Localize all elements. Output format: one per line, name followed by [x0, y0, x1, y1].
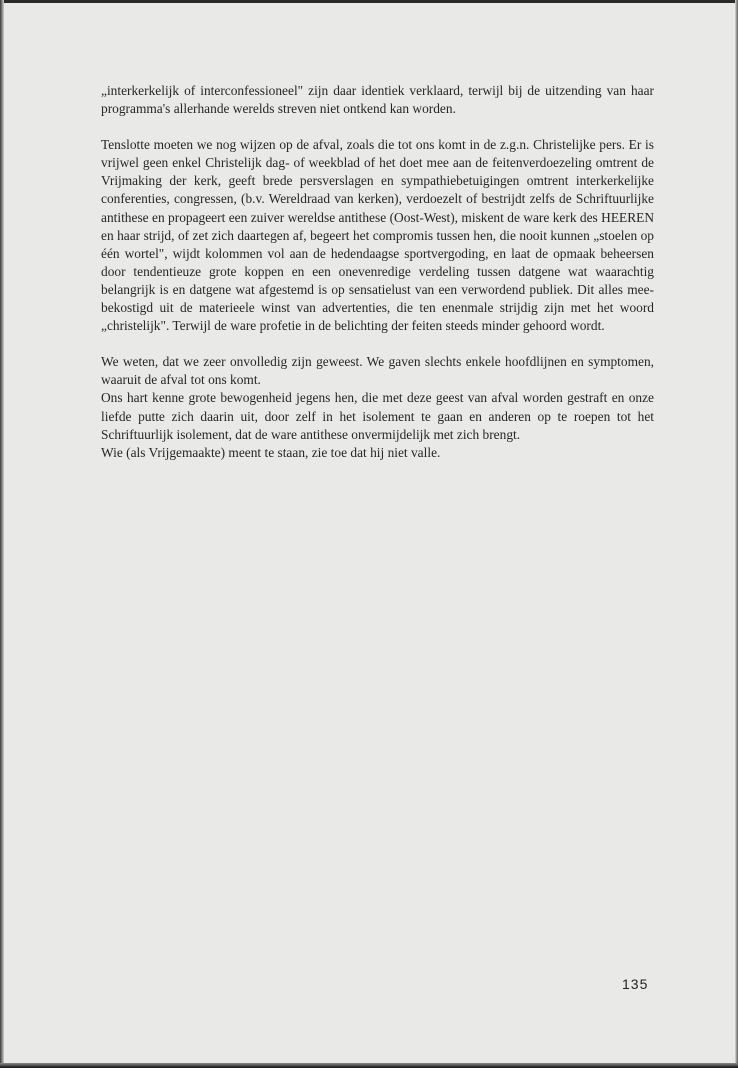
page-edge-left: [0, 0, 4, 1068]
page-edge-bottom: [0, 1063, 738, 1068]
paragraph-gap: [101, 335, 654, 353]
page-edge-top: [0, 0, 738, 3]
page-number: 135: [622, 976, 649, 992]
paragraph-christian-press: Tenslotte moeten we nog wijzen op de afval, zoals die tot ons komt in de z.g.n. Christelijke pers. Er is vrijwel geen enkel Christelijk dag- of weekblad of het doet mee aan de feitenverdoezeling omtrent de Vrijmaking der kerk, geeft brede persverslagen en sympathiebetuigingen omtrent interkerkelijke conferenties, congressen, (b.v. Wereldraad van kerken), verdoezelt of bestrijdt zelfs de Schriftuurlijke antithese en propageert een zuiver wereldse antithese (Oost-West), miskent de ware kerk des HEEREN en haar strijd, of zet zich daartegen af, begeert het compromis tussen hen, die nooit kunnen „stoelen op één wortel", wijdt kolommen vol aan de hedendaagse sportvergoding, en laat de opmaak beheersen door tendentieuze grote koppen en een onevenredige verdeling tussen datgene wat waarachtig belangrijk is en datgene wat afgestemd is op sensatielust van een verwordend publiek. Dit alles mee-bekostigd uit de materieele winst van advertenties, die ten enenmale strijdig zijn met het woord „christelijk". Terwijl de ware profetie in de belichting der feiten steeds minder gehoord wordt.: [101, 137, 654, 334]
paragraph-intro: „interkerkelijk of interconfessioneel" zijn daar identiek verklaard, terwijl bij de uitzending van haar programma's allerhande werelds streven niet ontkend kan worden.: [101, 83, 654, 117]
paragraph-gap: [101, 118, 654, 136]
paragraph-compassion: Ons hart kenne grote bewogenheid jegens hen, die met deze geest van afval worden gestraft en onze liefde putte zich daarin uit, door zelf in het isolement te gaan en anderen op te roepen tot het Schriftuurlijk isolement, dat de ware antithese onvermijdelijk met zich brengt.: [101, 390, 654, 442]
paragraph-closing: Wie (als Vrijgemaakte) meent te staan, zie toe dat hij niet valle.: [101, 444, 441, 460]
body-text: [101, 82, 654, 462]
paragraph-incomplete: We weten, dat we zeer onvolledig zijn geweest. We gaven slechts enkele hoofdlijnen en symptomen, waaruit de afval tot ons komt.: [101, 354, 654, 388]
